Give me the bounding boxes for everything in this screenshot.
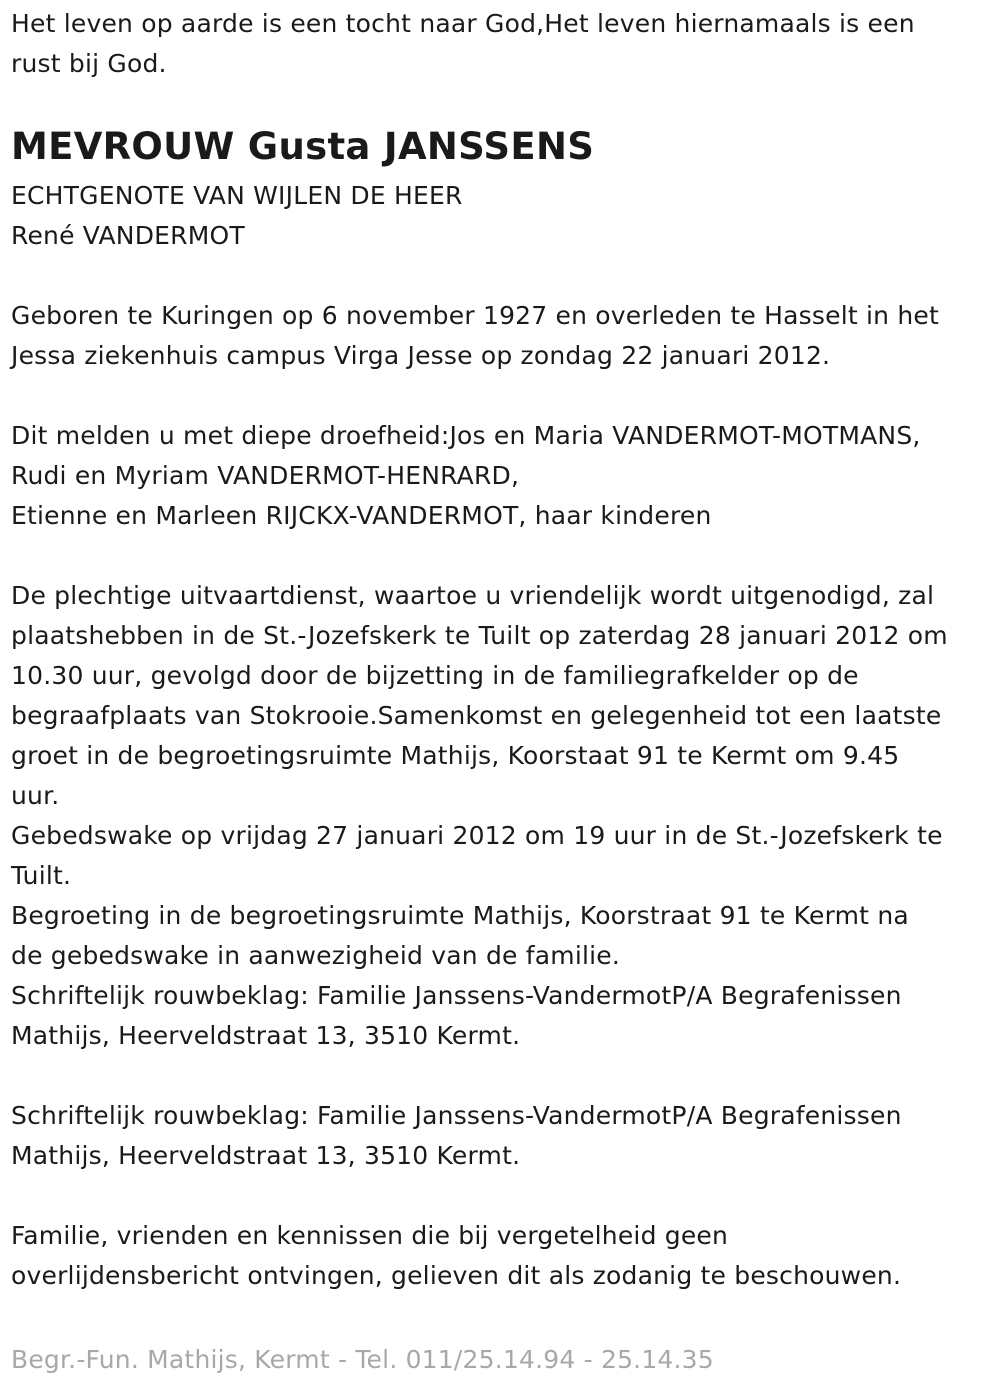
obituary-notice <box>11 4 993 1380</box>
paragraph-line: Tuilt. <box>11 861 72 890</box>
paragraph-line: De plechtige uitvaartdienst, waartoe u vriendelijk wordt uitgenodigd, zal <box>11 581 935 610</box>
announcers-paragraph <box>11 416 993 536</box>
paragraph-line: plaatshebben in de St.-Jozefskerk te Tuilt op zaterdag 28 januari 2012 om <box>11 621 948 650</box>
paragraph-line: Mathijs, Heerveldstraat 13, 3510 Kermt. <box>11 1021 521 1050</box>
deceased-name: MEVROUW Gusta JANSSENS <box>11 125 595 168</box>
intro-quote <box>11 4 993 84</box>
spacer <box>11 256 993 296</box>
paragraph-line: Begroeting in de begroetingsruimte Mathijs, Koorstraat 91 te Kermt na <box>11 901 909 930</box>
paragraph-line: Dit melden u met diepe droefheid:Jos en Maria VANDERMOT-MOTMANS, <box>11 421 921 450</box>
paragraph-line: Rudi en Myriam VANDERMOT-HENRARD, <box>11 461 520 490</box>
paragraph-line: de gebedswake in aanwezigheid van de familie. <box>11 941 620 970</box>
spacer <box>11 1296 993 1336</box>
service-paragraph <box>11 576 993 1056</box>
paragraph-line: Mathijs, Heerveldstraat 13, 3510 Kermt. <box>11 1141 521 1170</box>
spouse-line: ECHTGENOTE VAN WIJLEN DE HEER <box>11 181 463 210</box>
paragraph-line: overlijdensbericht ontvingen, gelieven dit als zodanig te beschouwen. <box>11 1261 902 1290</box>
condolence-paragraph <box>11 1096 993 1176</box>
paragraph-line: Etienne en Marleen RIJCKX-VANDERMOT, haar kinderen <box>11 501 712 530</box>
funeral-home-footer: Begr.-Fun. Mathijs, Kermt - Tel. 011/25.14.94 - 25.14.35 <box>11 1345 714 1374</box>
spouse-line: René VANDERMOT <box>11 221 245 250</box>
paragraph-line: begraafplaats van Stokrooie.Samenkomst en gelegenheid tot een laatste <box>11 701 942 730</box>
paragraph-line: Schriftelijk rouwbeklag: Familie Janssens-VandermotP/A Begrafenissen <box>11 1101 902 1130</box>
intro-line: Het leven op aarde is een tocht naar God,Het leven hiernamaals is een <box>11 9 915 38</box>
paragraph-line: Familie, vrienden en kennissen die bij vergetelheid geen <box>11 1221 729 1250</box>
paragraph-line: 10.30 uur, gevolgd door de bijzetting in de familiegrafkelder op de <box>11 661 859 690</box>
paragraph-line: uur. <box>11 781 60 810</box>
spacer <box>11 536 993 576</box>
paragraph-line: Schriftelijk rouwbeklag: Familie Janssens-VandermotP/A Begrafenissen <box>11 981 902 1010</box>
paragraph-line: groet in de begroetingsruimte Mathijs, Koorstaat 91 te Kermt om 9.45 <box>11 741 900 770</box>
spacer <box>11 1056 993 1096</box>
birth-death-paragraph <box>11 296 993 376</box>
intro-line: rust bij God. <box>11 49 167 78</box>
spacer <box>11 1176 993 1216</box>
spouse-info <box>11 176 993 256</box>
paragraph-line: Jessa ziekenhuis campus Virga Jesse op zondag 22 januari 2012. <box>11 341 831 370</box>
paragraph-line: Gebedswake op vrijdag 27 januari 2012 om 19 uur in de St.-Jozefskerk te <box>11 821 943 850</box>
paragraph-line: Geboren te Kuringen op 6 november 1927 en overleden te Hasselt in het <box>11 301 939 330</box>
closing-paragraph <box>11 1216 993 1296</box>
spacer <box>11 376 993 416</box>
